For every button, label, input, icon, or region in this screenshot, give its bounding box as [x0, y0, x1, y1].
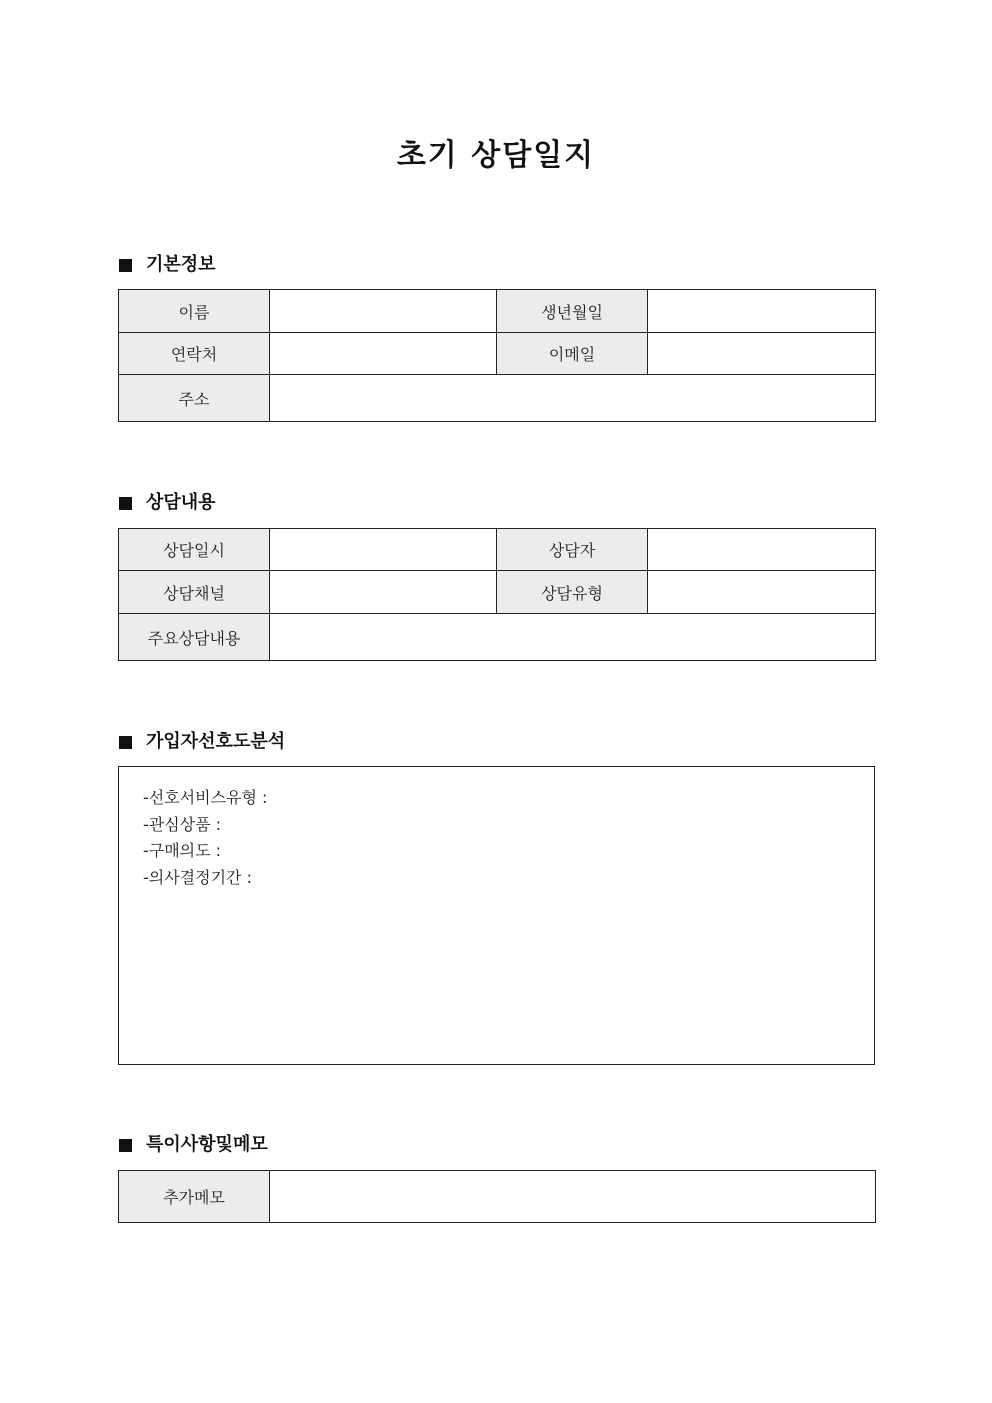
birth-date-label: 생년월일: [497, 290, 648, 333]
main-content-field[interactable]: [270, 614, 876, 661]
email-label: 이메일: [497, 333, 648, 375]
decision-period-line: -의사결정기간 :: [143, 868, 252, 887]
section-heading-preference: [119, 730, 285, 754]
basic-info-table: [118, 289, 876, 422]
consult-channel-field[interactable]: [270, 571, 497, 614]
consult-datetime-field[interactable]: [270, 529, 497, 571]
section-heading-label: 가입자선호도분석: [146, 731, 286, 752]
email-field[interactable]: [648, 333, 876, 375]
section-heading-label: 특이사항및메모: [146, 1134, 268, 1155]
consult-type-label: 상담유형: [497, 571, 648, 614]
notes-table: [118, 1170, 876, 1223]
counselor-label: 상담자: [497, 529, 648, 571]
address-field[interactable]: [270, 375, 876, 422]
additional-memo-field[interactable]: [270, 1171, 876, 1223]
preference-analysis-box[interactable]: [118, 766, 875, 1065]
section-heading-label: 기본정보: [146, 254, 216, 275]
address-label: 주소: [119, 375, 270, 422]
contact-label: 연락처: [119, 333, 270, 375]
square-bullet-icon: [119, 736, 132, 749]
square-bullet-icon: [119, 259, 132, 272]
table-row: [119, 614, 876, 661]
table-row: [119, 529, 876, 571]
consult-type-field[interactable]: [648, 571, 876, 614]
section-heading-notes: [119, 1133, 268, 1157]
consultation-table: [118, 528, 876, 661]
section-heading-basic-info: [119, 253, 216, 277]
square-bullet-icon: [119, 1139, 132, 1152]
consult-channel-label: 상담채널: [119, 571, 270, 614]
table-row: [119, 375, 876, 422]
table-row: [119, 290, 876, 333]
name-label: 이름: [119, 290, 270, 333]
consult-datetime-label: 상담일시: [119, 529, 270, 571]
birth-date-field[interactable]: [648, 290, 876, 333]
section-heading-consultation: [119, 491, 216, 515]
interest-product-line: -관심상품 :: [143, 815, 222, 834]
table-row: [119, 1171, 876, 1223]
contact-field[interactable]: [270, 333, 497, 375]
preferred-service-type-line: -선호서비스유형 :: [143, 788, 268, 807]
purchase-intent-line: -구매의도 :: [143, 841, 222, 860]
square-bullet-icon: [119, 497, 132, 510]
document-title: 초기 상담일지: [396, 138, 596, 173]
table-row: [119, 333, 876, 375]
section-heading-label: 상담내용: [146, 492, 216, 513]
main-content-label: 주요상담내용: [119, 614, 270, 661]
additional-memo-label: 추가메모: [119, 1171, 270, 1223]
table-row: [119, 571, 876, 614]
counselor-field[interactable]: [648, 529, 876, 571]
name-field[interactable]: [270, 290, 497, 333]
